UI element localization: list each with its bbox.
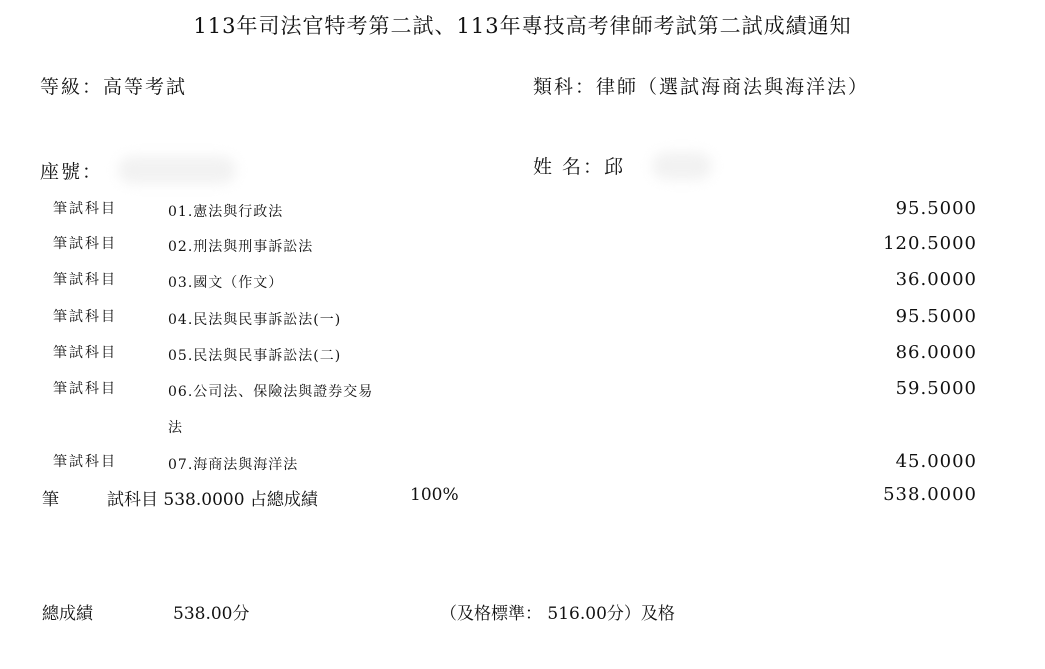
row-subject: 06.公司法、保險法與證券交易	[168, 384, 374, 400]
row-score: 120.5000	[883, 233, 977, 254]
summary-text: 試科目 538.0000 占總成績	[107, 490, 318, 510]
row-label: 筆試科目	[53, 272, 117, 288]
row-score: 59.5000	[895, 378, 977, 399]
passing-standard: （及格標準： 516.00分）及格	[440, 604, 675, 624]
row-label: 筆試科目	[53, 236, 117, 252]
table-row	[0, 269, 1045, 293]
summary-percent: 100%	[410, 485, 459, 505]
table-row	[0, 451, 1045, 475]
name-redacted	[652, 152, 712, 180]
summary-score: 538.0000	[883, 484, 977, 505]
row-label: 筆試科目	[53, 381, 117, 397]
table-row	[0, 306, 1045, 330]
row-score: 36.0000	[895, 269, 977, 290]
table-row-continuation	[0, 414, 1045, 438]
row-score: 95.5000	[895, 198, 977, 219]
row-subject: 04.民法與民事訴訟法(一)	[168, 312, 342, 328]
row-score: 95.5000	[895, 306, 977, 327]
table-row	[0, 198, 1045, 222]
page-title: 113年司法官特考第二試、113年專技高考律師考試第二試成績通知	[193, 14, 852, 38]
row-subject: 02.刑法與刑事訴訟法	[168, 239, 314, 255]
row-subject: 05.民法與民事訴訟法(二)	[168, 348, 342, 364]
row-label: 筆試科目	[53, 309, 117, 325]
total-label: 總成績	[42, 604, 93, 624]
row-label: 筆試科目	[53, 201, 117, 217]
total-value: 538.00分	[173, 604, 250, 624]
row-subject: 07.海商法與海洋法	[168, 457, 299, 473]
seat-number-redacted	[118, 156, 236, 184]
level-label: 等級：高等考試	[40, 76, 188, 98]
row-label: 筆試科目	[53, 454, 117, 470]
row-label: 筆試科目	[53, 345, 117, 361]
table-row	[0, 233, 1045, 257]
name-label: 姓 名：邱	[533, 156, 626, 178]
summary-prefix: 筆	[42, 490, 59, 510]
table-row	[0, 342, 1045, 366]
category-label: 類科：律師（選試海商法與海洋法）	[533, 76, 870, 98]
row-subject: 01.憲法與行政法	[168, 204, 284, 220]
table-row	[0, 378, 1045, 402]
row-subject: 法	[168, 420, 183, 436]
row-score: 86.0000	[895, 342, 977, 363]
row-score: 45.0000	[895, 451, 977, 472]
seat-number-label: 座號：	[40, 161, 104, 183]
row-subject: 03.國文（作文）	[168, 275, 284, 291]
